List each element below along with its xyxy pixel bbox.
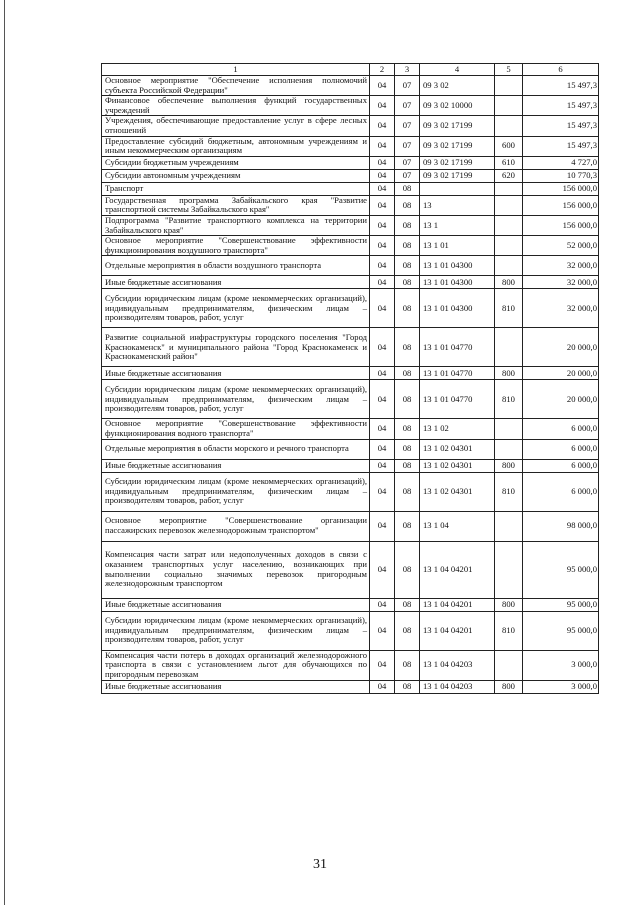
header-cell-6: 6 xyxy=(523,64,599,76)
row-target-code-cell: 13 1 04 04201 xyxy=(420,611,495,650)
row-amount-cell: 156 000,0 xyxy=(523,195,599,215)
row-name-cell: Отдельные мероприятия в области морского и речного транспорта xyxy=(102,439,370,459)
row-name-cell: Основное мероприятие "Совершенствование эффективности функционирования воздушного транспорта" xyxy=(102,236,370,256)
row-section-cell: 04 xyxy=(370,169,395,182)
row-subsection-cell: 08 xyxy=(395,650,420,680)
row-expense-type-cell xyxy=(495,256,523,276)
row-subsection-cell: 08 xyxy=(395,472,420,511)
row-name-cell: Предоставление субсидий бюджетным, автономным учреждениям и иным некоммерческим организациям xyxy=(102,136,370,156)
row-subsection-cell: 08 xyxy=(395,215,420,235)
row-subsection-cell: 07 xyxy=(395,136,420,156)
row-expense-type-cell xyxy=(495,236,523,256)
row-target-code-cell: 13 1 04 xyxy=(420,511,495,541)
row-target-code-cell: 13 1 02 04301 xyxy=(420,439,495,459)
row-amount-cell: 15 497,3 xyxy=(523,76,599,96)
row-name-cell: Компенсация части потерь в доходах организаций железнодорожного транспорта в связи с установлением льгот для обучающихся по пригородным перевозкам xyxy=(102,650,370,680)
row-target-code-cell: 09 3 02 17199 xyxy=(420,116,495,136)
page-number: 31 xyxy=(313,857,327,872)
row-subsection-cell: 08 xyxy=(395,439,420,459)
row-target-code-cell: 09 3 02 xyxy=(420,76,495,96)
header-cell-5: 5 xyxy=(495,64,523,76)
row-expense-type-cell xyxy=(495,650,523,680)
row-subsection-cell: 08 xyxy=(395,598,420,611)
row-amount-cell: 32 000,0 xyxy=(523,289,599,328)
row-expense-type-cell: 620 xyxy=(495,169,523,182)
row-section-cell: 04 xyxy=(370,328,395,367)
table-row xyxy=(102,650,599,680)
row-section-cell: 04 xyxy=(370,511,395,541)
row-section-cell: 04 xyxy=(370,459,395,472)
row-subsection-cell: 08 xyxy=(395,276,420,289)
row-target-code-cell: 13 xyxy=(420,195,495,215)
row-name-cell: Учреждения, обеспечивающие предоставление услуг в сфере лесных отношений xyxy=(102,116,370,136)
row-name-cell: Основное мероприятие "Обеспечение исполнения полномочий субъекта Российской Федерации" xyxy=(102,76,370,96)
row-name-cell: Субсидии автономным учреждениям xyxy=(102,169,370,182)
row-expense-type-cell: 600 xyxy=(495,136,523,156)
table-row xyxy=(102,116,599,136)
row-target-code-cell xyxy=(420,182,495,195)
row-name-cell: Субсидии юридическим лицам (кроме некоммерческих организаций), индивидуальным предпринимателям, физическим лицам – производителям товаров, работ, услуг xyxy=(102,380,370,419)
row-expense-type-cell xyxy=(495,328,523,367)
row-subsection-cell: 08 xyxy=(395,236,420,256)
row-expense-type-cell xyxy=(495,76,523,96)
row-subsection-cell: 07 xyxy=(395,156,420,169)
row-expense-type-cell: 800 xyxy=(495,598,523,611)
row-expense-type-cell xyxy=(495,96,523,116)
row-amount-cell: 6 000,0 xyxy=(523,472,599,511)
row-target-code-cell: 09 3 02 10000 xyxy=(420,96,495,116)
row-target-code-cell: 09 3 02 17199 xyxy=(420,156,495,169)
row-subsection-cell: 08 xyxy=(395,380,420,419)
table-row xyxy=(102,169,599,182)
table-row xyxy=(102,459,599,472)
row-target-code-cell: 13 1 04 04203 xyxy=(420,650,495,680)
header-cell-2: 2 xyxy=(370,64,395,76)
row-expense-type-cell: 800 xyxy=(495,367,523,380)
row-section-cell: 04 xyxy=(370,611,395,650)
row-expense-type-cell: 810 xyxy=(495,380,523,419)
header-cell-1: 1 xyxy=(102,64,370,76)
row-amount-cell: 156 000,0 xyxy=(523,215,599,235)
row-name-cell: Субсидии юридическим лицам (кроме некоммерческих организаций), индивидуальным предпринимателям, физическим лицам – производителям товаров, работ, услуг xyxy=(102,611,370,650)
row-section-cell: 04 xyxy=(370,76,395,96)
row-target-code-cell: 13 1 01 04770 xyxy=(420,328,495,367)
table-row xyxy=(102,256,599,276)
row-subsection-cell: 07 xyxy=(395,116,420,136)
row-target-code-cell: 13 1 01 xyxy=(420,236,495,256)
row-expense-type-cell xyxy=(495,215,523,235)
row-subsection-cell: 08 xyxy=(395,182,420,195)
row-section-cell: 04 xyxy=(370,236,395,256)
row-name-cell: Иные бюджетные ассигнования xyxy=(102,598,370,611)
row-amount-cell: 6 000,0 xyxy=(523,459,599,472)
row-section-cell: 04 xyxy=(370,289,395,328)
row-section-cell: 04 xyxy=(370,598,395,611)
row-amount-cell: 52 000,0 xyxy=(523,236,599,256)
row-name-cell: Иные бюджетные ассигнования xyxy=(102,367,370,380)
row-expense-type-cell xyxy=(495,419,523,439)
table-header-row xyxy=(102,64,599,76)
row-amount-cell: 15 497,3 xyxy=(523,136,599,156)
row-section-cell: 04 xyxy=(370,215,395,235)
row-name-cell: Государственная программа Забайкальского края "Развитие транспортной системы Забайкальского края" xyxy=(102,195,370,215)
row-name-cell: Иные бюджетные ассигнования xyxy=(102,276,370,289)
row-amount-cell: 95 000,0 xyxy=(523,598,599,611)
row-target-code-cell: 13 1 01 04770 xyxy=(420,380,495,419)
row-name-cell: Субсидии юридическим лицам (кроме некоммерческих организаций), индивидуальным предпринимателям, физическим лицам – производителям товаров, работ, услуг xyxy=(102,289,370,328)
row-amount-cell: 20 000,0 xyxy=(523,380,599,419)
row-amount-cell: 6 000,0 xyxy=(523,419,599,439)
row-target-code-cell: 13 1 01 04300 xyxy=(420,276,495,289)
table-row xyxy=(102,611,599,650)
table-row xyxy=(102,541,599,598)
row-amount-cell: 32 000,0 xyxy=(523,276,599,289)
row-name-cell: Иные бюджетные ассигнования xyxy=(102,459,370,472)
budget-table xyxy=(101,63,599,694)
row-name-cell: Основное мероприятие "Совершенствование эффективности функционирования водного транспорта" xyxy=(102,419,370,439)
row-expense-type-cell xyxy=(495,439,523,459)
row-expense-type-cell: 810 xyxy=(495,289,523,328)
row-section-cell: 04 xyxy=(370,472,395,511)
table-row xyxy=(102,419,599,439)
row-subsection-cell: 08 xyxy=(395,611,420,650)
row-name-cell: Транспорт xyxy=(102,182,370,195)
row-amount-cell: 15 497,3 xyxy=(523,96,599,116)
row-subsection-cell: 07 xyxy=(395,96,420,116)
table-row xyxy=(102,439,599,459)
row-name-cell: Компенсация части затрат или недополученных доходов в связи с оказанием транспортных услуг населению, возникающих при выполнении социально значимых перевозок пригородным железнодорожным транспортом xyxy=(102,541,370,598)
row-section-cell: 04 xyxy=(370,680,395,693)
row-subsection-cell: 08 xyxy=(395,195,420,215)
row-expense-type-cell: 810 xyxy=(495,472,523,511)
row-section-cell: 04 xyxy=(370,367,395,380)
row-amount-cell: 20 000,0 xyxy=(523,328,599,367)
row-amount-cell: 32 000,0 xyxy=(523,256,599,276)
row-target-code-cell: 13 1 02 04301 xyxy=(420,472,495,511)
table-row xyxy=(102,182,599,195)
row-section-cell: 04 xyxy=(370,541,395,598)
row-subsection-cell: 08 xyxy=(395,459,420,472)
row-section-cell: 04 xyxy=(370,256,395,276)
row-target-code-cell: 13 1 04 04201 xyxy=(420,541,495,598)
page-left-border xyxy=(4,0,5,905)
row-expense-type-cell xyxy=(495,511,523,541)
table-row xyxy=(102,472,599,511)
row-name-cell: Развитие социальной инфраструктуры городского поселения "Город Краснокаменск" и муниципального района "Город Краснокаменск и Краснокаменский район" xyxy=(102,328,370,367)
row-section-cell: 04 xyxy=(370,116,395,136)
table-row xyxy=(102,195,599,215)
row-section-cell: 04 xyxy=(370,156,395,169)
row-expense-type-cell: 800 xyxy=(495,459,523,472)
row-amount-cell: 10 770,3 xyxy=(523,169,599,182)
row-amount-cell: 6 000,0 xyxy=(523,439,599,459)
row-target-code-cell: 13 1 01 04300 xyxy=(420,256,495,276)
row-expense-type-cell: 800 xyxy=(495,276,523,289)
table-row xyxy=(102,367,599,380)
row-name-cell: Иные бюджетные ассигнования xyxy=(102,680,370,693)
table-row xyxy=(102,136,599,156)
table-row xyxy=(102,236,599,256)
row-name-cell: Основное мероприятие "Совершенствование организации пассажирских перевозок железнодорожным транспортом" xyxy=(102,511,370,541)
row-amount-cell: 95 000,0 xyxy=(523,611,599,650)
row-expense-type-cell xyxy=(495,116,523,136)
row-name-cell: Подпрограмма "Развитие транспортного комплекса на территории Забайкальского края" xyxy=(102,215,370,235)
row-target-code-cell: 09 3 02 17199 xyxy=(420,136,495,156)
row-amount-cell: 4 727,0 xyxy=(523,156,599,169)
row-expense-type-cell: 610 xyxy=(495,156,523,169)
row-expense-type-cell xyxy=(495,195,523,215)
row-subsection-cell: 08 xyxy=(395,541,420,598)
row-target-code-cell: 13 1 04 04201 xyxy=(420,598,495,611)
row-target-code-cell: 13 1 04 04203 xyxy=(420,680,495,693)
row-expense-type-cell: 800 xyxy=(495,680,523,693)
row-expense-type-cell xyxy=(495,182,523,195)
row-amount-cell: 95 000,0 xyxy=(523,541,599,598)
row-subsection-cell: 08 xyxy=(395,328,420,367)
row-subsection-cell: 08 xyxy=(395,256,420,276)
row-section-cell: 04 xyxy=(370,195,395,215)
table-row xyxy=(102,276,599,289)
row-expense-type-cell: 810 xyxy=(495,611,523,650)
row-section-cell: 04 xyxy=(370,96,395,116)
row-subsection-cell: 08 xyxy=(395,367,420,380)
row-subsection-cell: 07 xyxy=(395,169,420,182)
row-subsection-cell: 08 xyxy=(395,511,420,541)
row-amount-cell: 156 000,0 xyxy=(523,182,599,195)
table-row xyxy=(102,76,599,96)
table-row xyxy=(102,215,599,235)
row-target-code-cell: 09 3 02 17199 xyxy=(420,169,495,182)
table-row xyxy=(102,680,599,693)
table-row xyxy=(102,511,599,541)
table-row xyxy=(102,598,599,611)
table-row xyxy=(102,289,599,328)
row-section-cell: 04 xyxy=(370,276,395,289)
row-section-cell: 04 xyxy=(370,380,395,419)
row-section-cell: 04 xyxy=(370,650,395,680)
row-amount-cell: 98 000,0 xyxy=(523,511,599,541)
row-section-cell: 04 xyxy=(370,439,395,459)
row-target-code-cell: 13 1 01 04770 xyxy=(420,367,495,380)
row-target-code-cell: 13 1 01 04300 xyxy=(420,289,495,328)
row-section-cell: 04 xyxy=(370,419,395,439)
row-subsection-cell: 08 xyxy=(395,680,420,693)
row-target-code-cell: 13 1 02 xyxy=(420,419,495,439)
table-row xyxy=(102,328,599,367)
row-target-code-cell: 13 1 xyxy=(420,215,495,235)
row-subsection-cell: 07 xyxy=(395,76,420,96)
table-row xyxy=(102,156,599,169)
header-cell-3: 3 xyxy=(395,64,420,76)
table-row xyxy=(102,380,599,419)
row-amount-cell: 3 000,0 xyxy=(523,680,599,693)
row-expense-type-cell xyxy=(495,541,523,598)
row-name-cell: Отдельные мероприятия в области воздушного транспорта xyxy=(102,256,370,276)
row-amount-cell: 20 000,0 xyxy=(523,367,599,380)
row-subsection-cell: 08 xyxy=(395,419,420,439)
header-cell-4: 4 xyxy=(420,64,495,76)
row-amount-cell: 3 000,0 xyxy=(523,650,599,680)
row-section-cell: 04 xyxy=(370,136,395,156)
row-amount-cell: 15 497,3 xyxy=(523,116,599,136)
row-target-code-cell: 13 1 02 04301 xyxy=(420,459,495,472)
row-section-cell: 04 xyxy=(370,182,395,195)
row-name-cell: Субсидии бюджетным учреждениям xyxy=(102,156,370,169)
table-row xyxy=(102,96,599,116)
row-name-cell: Субсидии юридическим лицам (кроме некоммерческих организаций), индивидуальным предпринимателям, физическим лицам – производителям товаров, работ, услуг xyxy=(102,472,370,511)
row-subsection-cell: 08 xyxy=(395,289,420,328)
row-name-cell: Финансовое обеспечение выполнения функций государственных учреждений xyxy=(102,96,370,116)
